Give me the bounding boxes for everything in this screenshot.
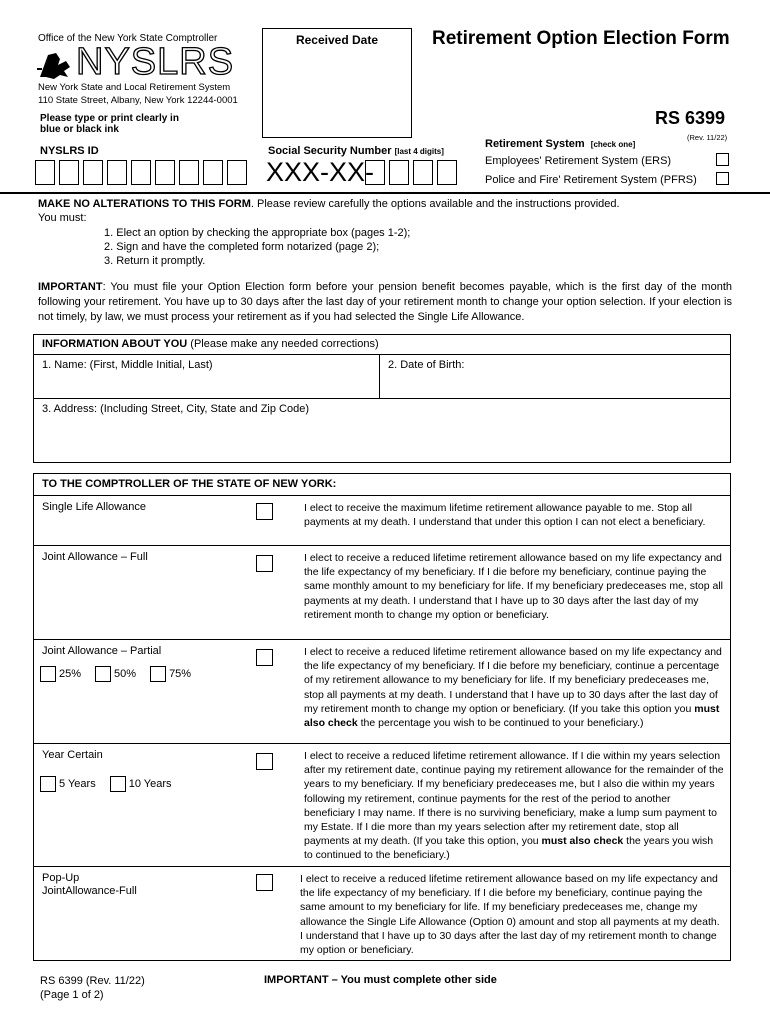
option-name: Year Certain (42, 749, 103, 761)
no-alterations-heading: MAKE NO ALTERATIONS TO THIS FORM (38, 198, 251, 210)
pfrs-option-label: Police and Fire' Retirement System (PFRS) (485, 174, 697, 186)
footer-form-info (40, 974, 145, 1002)
joint-full-checkbox[interactable] (256, 555, 273, 572)
pct-75-checkbox[interactable] (150, 666, 166, 682)
option-row (34, 867, 730, 960)
id-digit-box[interactable] (179, 160, 199, 185)
retirement-system-label: Retirement System [check one] (485, 138, 636, 150)
logo-text: NYSLRS (76, 41, 235, 83)
percentage-options (40, 666, 205, 682)
option-description: I elect to receive the maximum lifetime retirement allowance payable to me. Stop all payments at my death. I understand that under this option I can not elect a beneficiary. (304, 502, 706, 529)
years-options (40, 776, 186, 792)
comptroller-heading: TO THE COMPTROLLER OF THE STATE OF NEW YORK: (34, 474, 730, 496)
id-digit-box[interactable] (107, 160, 127, 185)
footer-page: (Page 1 of 2) (40, 989, 104, 1001)
received-date-box (262, 28, 412, 138)
type-instruction: Please type or print clearly in blue or black ink (40, 113, 179, 135)
joint-partial-checkbox[interactable] (256, 649, 273, 666)
you-must-label: You must: (38, 212, 87, 224)
system-name: New York State and Local Retirement System (38, 82, 231, 93)
nyslrs-id-input[interactable] (35, 160, 247, 185)
info-table (33, 334, 731, 463)
steps-list (104, 226, 410, 268)
years-10-label: 10 Years (128, 778, 172, 790)
ny-state-map-icon (36, 47, 76, 83)
option-row (34, 640, 730, 744)
option-description: I elect to receive a reduced lifetime retirement allowance. If I die within my years selection after my retirement date, continue paying my retirement allowance for the remainder of the years to my beneficiary. If my beneficiary predeceases me, but I also die within my years following my retirement, continue payments for the rest of the period to another beneficiary I may name. If there is no surviving beneficiary, make a lump sum payment to my Estate. If I die more than my years selection after my retirement date, stop all payments at my death. (If you take this option, you must also check the years you wish to continued to the beneficiary.) (304, 750, 724, 862)
pop-up-checkbox[interactable] (256, 874, 273, 891)
intro-text: MAKE NO ALTERATIONS TO THIS FORM. Please review carefully the options available and the instructions provided. You must: (38, 198, 620, 224)
office-name: Office of the New York State Comptroller (38, 33, 218, 44)
id-digit-box[interactable] (227, 160, 247, 185)
step-2: 2. Sign and have the completed form notarized (page 2); (104, 241, 380, 253)
info-heading: INFORMATION ABOUT YOU (Please make any needed corrections) (34, 335, 731, 355)
ers-option-label: Employees' Retirement System (ERS) (485, 155, 672, 167)
id-digit-box[interactable] (203, 160, 223, 185)
year-certain-checkbox[interactable] (256, 753, 273, 770)
years-5-checkbox[interactable] (40, 776, 56, 792)
step-3: 3. Return it promptly. (104, 255, 206, 267)
system-address: 110 State Street, Albany, New York 12244-0001 (38, 95, 238, 106)
ssn-prefix: XXX-XX- (266, 157, 375, 187)
footer-important: IMPORTANT – You must complete other side (264, 974, 497, 986)
nyslrs-logo (36, 41, 235, 85)
single-life-checkbox[interactable] (256, 503, 273, 520)
option-description: I elect to receive a reduced lifetime retirement allowance based on my life expectancy and the life expectancy of my beneficiary. If I die before my beneficiary, continue paying the same monthly amount to my beneficiary for life. If my beneficiary predeceases me, stop all payments at my death. I understand that I have up to 30 days after the last day of my retirement month to change my option or beneficiary. (304, 552, 724, 621)
footer-form-rev: RS 6399 (Rev. 11/22) (40, 975, 145, 987)
id-digit-box[interactable] (59, 160, 79, 185)
id-digit-box[interactable] (131, 160, 151, 185)
nyslrs-id-label: NYSLRS ID (40, 145, 99, 157)
received-date-label: Received Date (295, 33, 379, 47)
pct-75-label: 75% (169, 668, 192, 680)
dob-field[interactable]: 2. Date of Birth: (380, 355, 731, 399)
revision-label: (Rev. 11/22) (687, 133, 728, 142)
id-digit-box[interactable] (155, 160, 175, 185)
ers-checkbox[interactable] (716, 153, 729, 166)
option-name: Pop-Up JointAllowance-Full (42, 872, 137, 897)
ssn-digit-box[interactable] (437, 160, 457, 185)
pct-50-label: 50% (114, 668, 137, 680)
years-5-label: 5 Years (59, 778, 96, 790)
id-digit-box[interactable] (35, 160, 55, 185)
pct-25-checkbox[interactable] (40, 666, 56, 682)
check-one-note: [check one] (590, 140, 636, 149)
option-name: Joint Allowance – Full (42, 551, 148, 563)
form-title: Retirement Option Election Form (432, 28, 730, 49)
option-row (34, 546, 730, 640)
pct-25-label: 25% (59, 668, 82, 680)
divider (0, 192, 770, 194)
years-10-checkbox[interactable] (110, 776, 126, 792)
address-field[interactable]: 3. Address: (Including Street, City, State and Zip Code) (34, 399, 731, 463)
option-description: I elect to receive a reduced lifetime retirement allowance based on my life expectancy and the life expectancy of my beneficiary. If I die before my beneficiary, continue paying the same amount to my beneficiary for life. If my beneficiary predeceases me, change my allowance the Single Life Allowance (Option 0) amount and stop all payments at my death. I understand that I have up to 30 days after the last day of my retirement month to change my option or beneficiary. (300, 873, 720, 957)
options-table (33, 473, 731, 961)
ssn-note: [last 4 digits] (394, 147, 444, 156)
ssn-label: Social Security Number [last 4 digits] (268, 145, 444, 157)
option-row (34, 744, 730, 867)
pfrs-checkbox[interactable] (716, 172, 729, 185)
ssn-last4-input[interactable] (365, 160, 457, 185)
option-description: I elect to receive a reduced lifetime retirement allowance based on my life expectancy and the life expectancy of my beneficiary. If I die before my beneficiary, continue a percentage of my retirement allowance to my beneficiary for life. If my beneficiary predeceases me, stop all payments at my death. I understand that I have up to 30 days after the last day of my retirement month to change my option or beneficiary. (If you take this option you must also check the percentage you wish to be continued to your beneficiary.) (304, 646, 722, 730)
pct-50-checkbox[interactable] (95, 666, 111, 682)
step-1: 1. Elect an option by checking the appropriate box (pages 1-2); (104, 227, 411, 239)
form-number: RS 6399 (655, 108, 726, 128)
option-row (34, 496, 730, 546)
id-digit-box[interactable] (83, 160, 103, 185)
ssn-digit-box[interactable] (365, 160, 385, 185)
important-notice: IMPORTANT: You must file your Option Election form before your pension benefit becomes payable, which is the first day of the month following your retirement. You have up to 30 days after the last day of your retirement month to change your option selection. If your election is not timely, by law, we must process your retirement as if you had selected the Single Life Allowance. (38, 281, 732, 323)
option-name: Joint Allowance – Partial (42, 645, 162, 657)
ssn-digit-box[interactable] (389, 160, 409, 185)
option-name: Single Life Allowance (42, 501, 146, 513)
ssn-digit-box[interactable] (413, 160, 433, 185)
name-field[interactable]: 1. Name: (First, Middle Initial, Last) (34, 355, 380, 399)
